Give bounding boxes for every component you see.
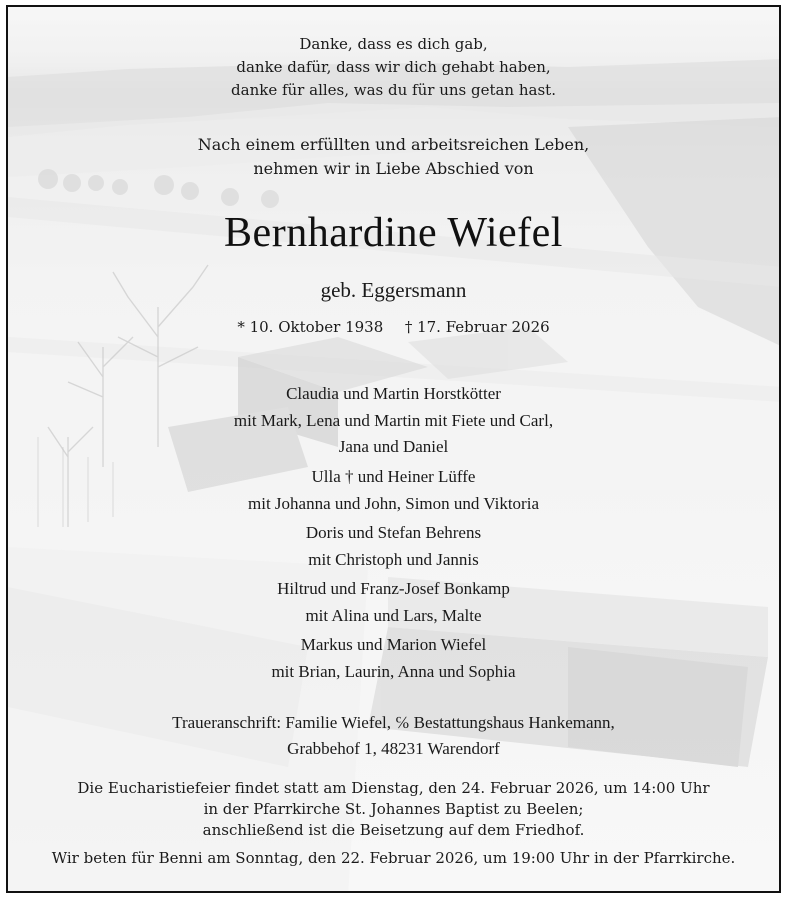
family-line: Ulla † und Heiner Lüffe	[311, 467, 476, 486]
address-line: Grabbehof 1, 48231 Warendorf	[287, 739, 500, 758]
service-line: in der Pfarrkirche St. Johannes Baptist zu Beelen;	[203, 800, 584, 818]
poem-line: Danke, dass es dich gab,	[299, 35, 488, 53]
poem-line: danke für alles, was du für uns getan hast.	[231, 81, 556, 99]
family-line: mit Christoph und Jannis	[308, 550, 479, 569]
family-line: Jana und Daniel	[338, 437, 449, 456]
maiden-name: geb. Eggersmann	[320, 278, 467, 302]
life-dates	[8, 318, 779, 336]
service-line: Die Eucharistiefeier findet statt am Dienstag, den 24. Februar 2026, um 14:00 Uhr	[77, 779, 710, 797]
obituary-text	[8, 7, 779, 891]
family-line: mit Alina und Lars, Malte	[305, 606, 482, 625]
birth-date: * 10. Oktober 1938	[237, 318, 384, 336]
service-line: anschließend ist die Beisetzung auf dem Friedhof.	[202, 821, 585, 839]
family-line: mit Johanna und John, Simon und Viktoria	[248, 494, 539, 513]
family-line: mit Mark, Lena und Martin mit Fiete und Carl,	[233, 411, 554, 430]
intro-line: Nach einem erfüllten und arbeitsreichen Leben,	[197, 135, 590, 154]
family-line: Markus und Marion Wiefel	[300, 635, 487, 654]
service-line: Wir beten für Benni am Sonntag, den 22. Februar 2026, um 19:00 Uhr in der Pfarrkirche.	[51, 849, 736, 867]
poem-line: danke dafür, dass wir dich gehabt haben,	[236, 58, 551, 76]
family-line: Claudia und Martin Horstkötter	[286, 384, 501, 403]
obituary-frame	[6, 5, 781, 893]
deceased-name: Bernhardine Wiefel	[224, 210, 563, 256]
intro-line: nehmen wir in Liebe Abschied von	[253, 159, 534, 178]
death-date: † 17. Februar 2026	[404, 318, 550, 336]
family-line: mit Brian, Laurin, Anna und Sophia	[271, 662, 516, 681]
family-line: Doris und Stefan Behrens	[305, 523, 482, 542]
family-line: Hiltrud und Franz-Josef Bonkamp	[277, 579, 510, 598]
address-line: Traueranschrift: Familie Wiefel, ℅ Bestattungshaus Hankemann,	[172, 713, 615, 732]
